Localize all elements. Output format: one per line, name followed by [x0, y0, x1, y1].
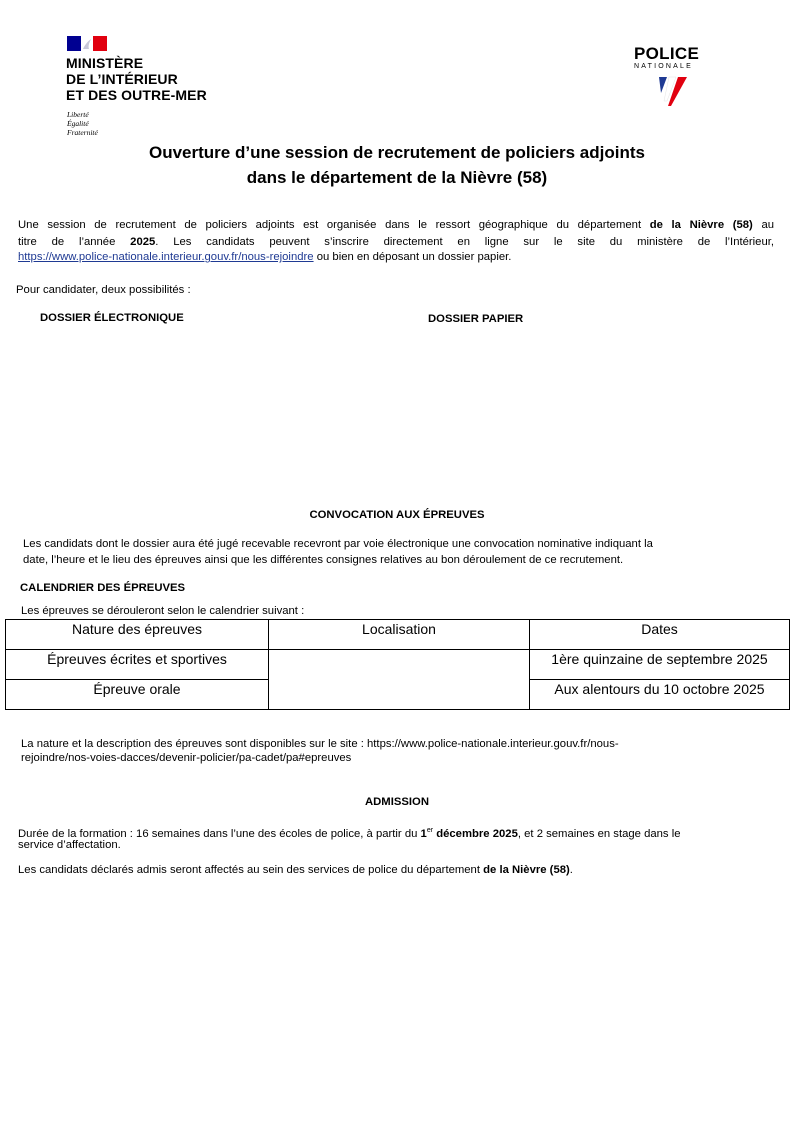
- police-tricolor-swoosh-icon: [655, 75, 691, 107]
- candidacy-label: Pour candidater, deux possibilités :: [16, 284, 191, 296]
- motto-fraternite: Fraternité: [67, 128, 98, 137]
- column-header-localisation: Localisation: [269, 620, 530, 650]
- intro-line-1: Une session de recrutement de policiers adjoints est organisée dans le ressort géographique du département de la Nièvre (58) au: [18, 219, 775, 231]
- column-header-dates: Dates: [530, 620, 790, 650]
- intro-line-3: https://www.police-nationale.interieur.gouv.fr/nous-rejoindre ou bien en déposant un dossier papier.: [18, 251, 512, 263]
- page-title-line-2: dans le département de la Nièvre (58): [246, 168, 548, 187]
- convocation-text-line-1: Les candidats dont le dossier aura été jugé recevable recevront par voie électronique une convocation nominative indiquant la: [23, 538, 653, 550]
- intro-department-bold: de la Nièvre (58): [649, 219, 753, 231]
- cell-localisation: [269, 650, 530, 710]
- cell-date: Aux alentours du 10 octobre 2025: [530, 680, 790, 710]
- page-title-line-1: Ouverture d’une session de recrutement de policiers adjoints: [149, 143, 645, 162]
- column-header-nature: Nature des épreuves: [6, 620, 269, 650]
- convocation-text-line-2: date, l’heure et le lieu des épreuves ainsi que les différentes consignes relatives au bon déroulement de ce recrutement.: [23, 554, 624, 566]
- admission-heading: ADMISSION: [364, 796, 430, 808]
- calendar-intro: Les épreuves se dérouleront selon le calendrier suivant :: [21, 605, 305, 617]
- police-logo-subtitle: NATIONALE: [634, 63, 693, 70]
- admission-assignment: Les candidats déclarés admis seront affectés au sein des services de police du département de la Nièvre (58).: [18, 864, 573, 876]
- cell-nature: Épreuves écrites et sportives: [6, 650, 269, 680]
- table-row: [6, 650, 790, 680]
- motto-liberte: Liberté: [67, 110, 89, 119]
- epreuves-info-line-1: La nature et la description des épreuves sont disponibles sur le site : https://www.police-nationale.interieur.gouv.fr/nous-: [21, 738, 619, 750]
- ministry-name-line-3: ET DES OUTRE-MER: [66, 87, 207, 103]
- admission-duration-line-1: Durée de la formation : 16 semaines dans l’une des écoles de police, à partir du 1er décembre 2025, et 2 semaines en stage dans le: [18, 827, 681, 840]
- marianne-flag-logo: [67, 36, 107, 51]
- table-header-row: [6, 620, 790, 650]
- calendar-heading: CALENDRIER DES ÉPREUVES: [20, 582, 186, 594]
- cell-date: 1ère quinzaine de septembre 2025: [530, 650, 790, 680]
- calendar-table: [5, 619, 790, 710]
- admission-duration-line-2: service d’affectation.: [18, 839, 121, 851]
- intro-year-bold: 2025: [130, 236, 156, 248]
- ministry-name-line-1: MINISTÈRE: [66, 55, 144, 71]
- cell-nature: Épreuve orale: [6, 680, 269, 710]
- motto-egalite: Égalité: [67, 119, 89, 128]
- police-logo-word: POLICE: [634, 44, 700, 63]
- electronic-file-heading: DOSSIER ÉLECTRONIQUE: [40, 312, 184, 324]
- intro-line-2: titre de l’année 2025. Les candidats peuvent s’inscrire directement en ligne sur le site du ministère de l’Intérieur,: [18, 236, 775, 248]
- police-recruitment-link[interactable]: https://www.police-nationale.interieur.gouv.fr/nous-rejoindre: [18, 251, 314, 263]
- epreuves-info-line-2: rejoindre/nos-voies-dacces/devenir-policier/pa-cadet/pa#epreuves: [21, 752, 352, 764]
- ministry-name-line-2: DE L’INTÉRIEUR: [66, 71, 178, 87]
- paper-file-heading: DOSSIER PAPIER: [428, 313, 524, 325]
- convocation-heading: CONVOCATION AUX ÉPREUVES: [309, 509, 485, 521]
